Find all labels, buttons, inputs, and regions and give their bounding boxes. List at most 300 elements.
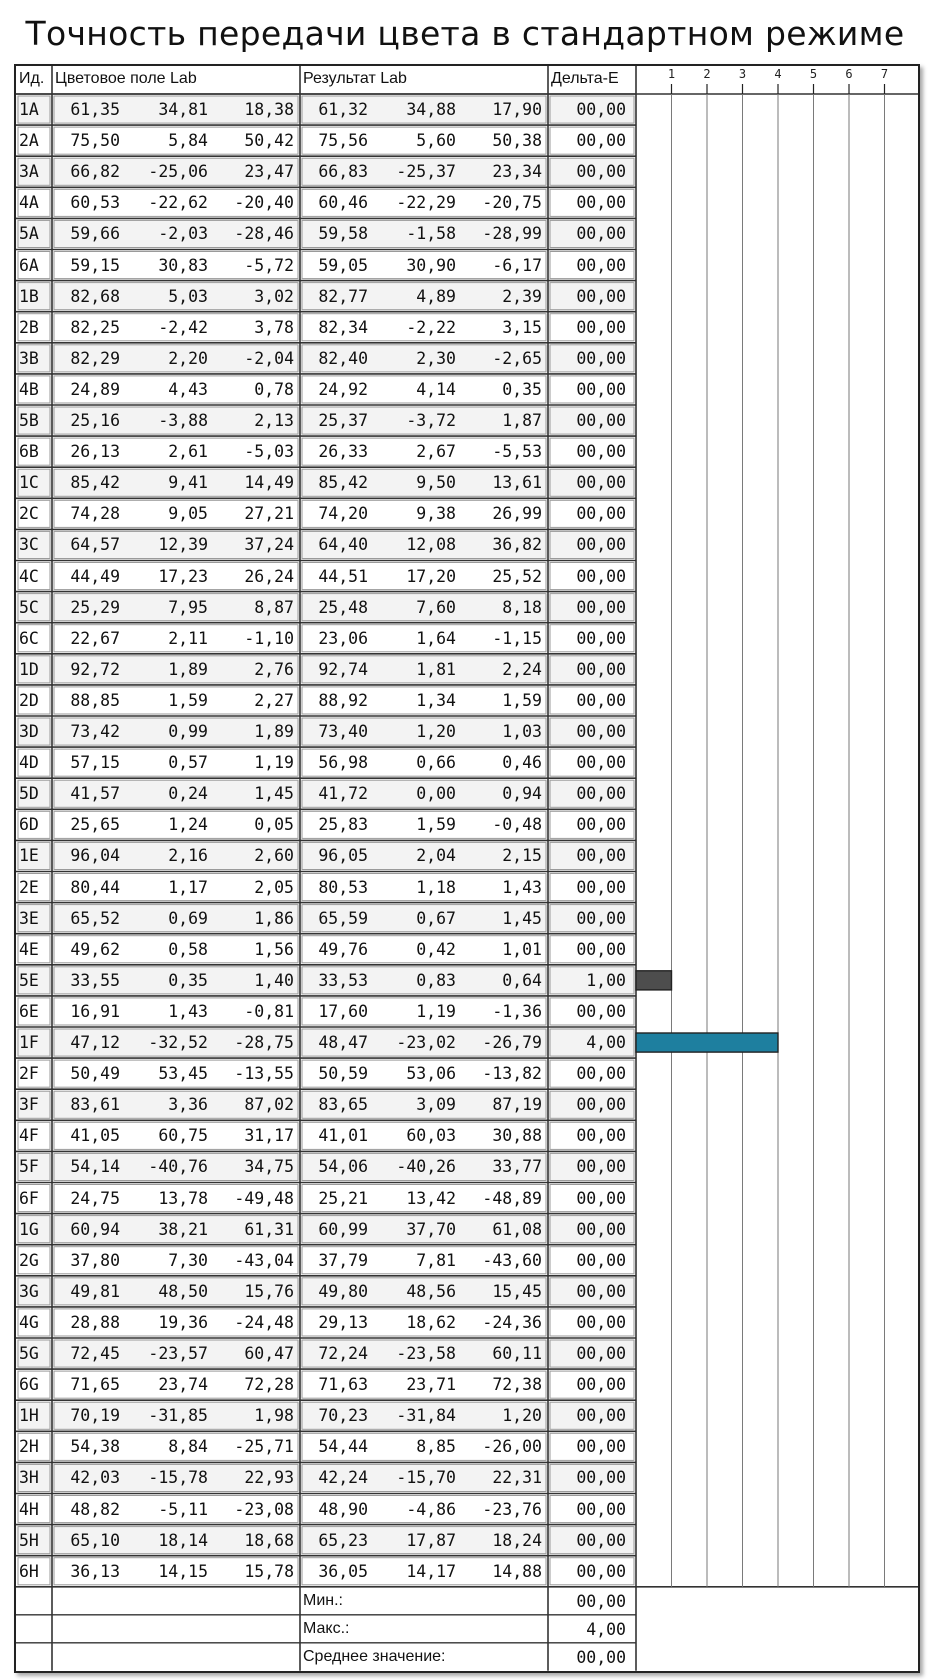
result-b-value: -26,00 <box>482 1437 542 1457</box>
patch-l-value: 49,62 <box>70 939 120 959</box>
patch-b-value: 18,68 <box>244 1530 294 1550</box>
patch-a-value: 1,24 <box>168 815 208 835</box>
result-l-value: 82,34 <box>318 317 368 337</box>
patch-l-value: 71,65 <box>70 1375 120 1395</box>
patch-a-value: 0,57 <box>168 753 208 773</box>
result-l-value: 74,20 <box>318 504 368 524</box>
result-b-value: 1,43 <box>502 877 542 897</box>
result-a-value: 4,89 <box>416 286 456 306</box>
row-id: 3E <box>19 908 39 928</box>
patch-l-value: 88,85 <box>70 690 120 710</box>
result-a-value: 53,06 <box>406 1064 456 1084</box>
delta-e-value: 00,00 <box>576 1499 626 1519</box>
patch-b-value: -13,55 <box>234 1064 294 1084</box>
patch-b-value: 0,05 <box>254 815 294 835</box>
patch-a-value: -2,42 <box>158 317 208 337</box>
patch-l-value: 61,35 <box>70 100 120 119</box>
result-a-value: 2,67 <box>416 442 456 462</box>
result-b-value: -1,36 <box>492 1001 542 1021</box>
result-a-value: 48,56 <box>406 1281 456 1301</box>
result-b-value: -28,99 <box>482 224 542 244</box>
result-l-value: 49,80 <box>318 1281 368 1301</box>
patch-a-value: 0,99 <box>168 722 208 741</box>
result-a-value: 23,71 <box>406 1375 456 1395</box>
row-id: 1D <box>19 659 39 679</box>
result-a-value: -23,58 <box>396 1344 456 1363</box>
patch-l-value: 49,81 <box>70 1281 120 1301</box>
patch-a-value: 1,89 <box>168 659 208 679</box>
result-l-value: 60,99 <box>318 1219 368 1239</box>
patch-l-value: 96,04 <box>70 846 120 866</box>
result-b-value: -20,75 <box>482 193 542 213</box>
result-a-value: 1,20 <box>416 722 456 741</box>
patch-b-value: 1,19 <box>254 753 294 773</box>
delta-e-value: 00,00 <box>576 131 626 151</box>
result-b-value: 8,18 <box>502 597 542 617</box>
delta-e-value: 00,00 <box>576 566 626 586</box>
row-id: 3H <box>19 1468 39 1488</box>
patch-a-value: 18,14 <box>158 1530 208 1550</box>
result-l-value: 80,53 <box>318 877 368 897</box>
delta-e-value: 00,00 <box>576 1344 626 1363</box>
result-b-value: 61,08 <box>492 1219 542 1239</box>
scale-tick-label: 5 <box>809 67 818 81</box>
patch-a-value: 2,61 <box>168 442 208 462</box>
delta-e-value: 1,00 <box>586 970 626 990</box>
patch-l-value: 54,14 <box>70 1157 120 1177</box>
result-a-value: 2,04 <box>416 846 456 866</box>
result-l-value: 96,05 <box>318 846 368 866</box>
patch-b-value: 0,78 <box>254 379 294 399</box>
patch-a-value: -5,11 <box>158 1499 208 1519</box>
patch-b-value: 31,17 <box>244 1126 294 1146</box>
patch-a-value: 0,24 <box>168 784 208 804</box>
result-b-value: -6,17 <box>492 255 542 275</box>
result-l-value: 36,05 <box>318 1561 368 1581</box>
result-a-value: 1,59 <box>416 815 456 835</box>
patch-l-value: 57,15 <box>70 753 120 773</box>
delta-e-value: 00,00 <box>576 815 626 835</box>
result-l-value: 88,92 <box>318 690 368 710</box>
result-b-value: 60,11 <box>492 1344 542 1363</box>
result-l-value: 65,23 <box>318 1530 368 1550</box>
patch-b-value: 23,47 <box>244 162 294 182</box>
result-a-value: 1,18 <box>416 877 456 897</box>
delta-e-value: 00,00 <box>576 597 626 617</box>
delta-e-value: 00,00 <box>576 877 626 897</box>
patch-l-value: 28,88 <box>70 1312 120 1332</box>
result-a-value: 13,42 <box>406 1188 456 1208</box>
result-b-value: 33,77 <box>492 1157 542 1177</box>
result-l-value: 48,47 <box>318 1033 368 1052</box>
patch-a-value: 9,05 <box>168 504 208 524</box>
delta-e-value: 00,00 <box>576 1064 626 1084</box>
row-id: 1E <box>19 846 39 866</box>
delta-e-value: 00,00 <box>576 1001 626 1021</box>
delta-e-value: 00,00 <box>576 224 626 244</box>
delta-e-value: 00,00 <box>576 286 626 306</box>
delta-e-value: 00,00 <box>576 535 626 555</box>
delta-e-value: 00,00 <box>576 1095 626 1115</box>
result-a-value: 30,90 <box>406 255 456 275</box>
patch-b-value: 37,24 <box>244 535 294 555</box>
scale-tick-label: 1 <box>667 67 676 81</box>
patch-a-value: 3,36 <box>168 1095 208 1115</box>
patch-a-value: 9,41 <box>168 473 208 493</box>
result-a-value: 0,42 <box>416 939 456 959</box>
patch-l-value: 16,91 <box>70 1001 120 1021</box>
patch-l-value: 47,12 <box>70 1033 120 1052</box>
patch-a-value: 1,59 <box>168 690 208 710</box>
patch-b-value: 1,45 <box>254 784 294 804</box>
result-a-value: 12,08 <box>406 535 456 555</box>
delta-e-bar <box>636 1033 778 1052</box>
patch-b-value: 2,13 <box>254 411 294 430</box>
patch-b-value: 3,02 <box>254 286 294 306</box>
row-id: 2C <box>19 504 39 524</box>
result-b-value: -43,60 <box>482 1250 542 1270</box>
delta-e-value: 00,00 <box>576 193 626 213</box>
patch-l-value: 64,57 <box>70 535 120 555</box>
patch-a-value: -22,62 <box>148 193 208 213</box>
result-a-value: -2,22 <box>406 317 456 337</box>
patch-l-value: 60,53 <box>70 193 120 213</box>
patch-a-value: 0,69 <box>168 908 208 928</box>
result-l-value: 61,32 <box>318 100 368 119</box>
patch-l-value: 82,29 <box>70 348 120 368</box>
row-id: 6B <box>19 442 39 462</box>
result-b-value: -26,79 <box>482 1033 542 1052</box>
row-id: 2A <box>19 131 39 151</box>
patch-b-value: -20,40 <box>234 193 294 213</box>
result-b-value: 1,03 <box>502 722 542 741</box>
delta-e-value: 00,00 <box>576 753 626 773</box>
result-b-value: -5,53 <box>492 442 542 462</box>
row-id: 6G <box>19 1375 39 1395</box>
row-id: 4G <box>19 1312 39 1332</box>
result-b-value: -24,36 <box>482 1312 542 1332</box>
result-a-value: 17,87 <box>406 1530 456 1550</box>
row-id: 6E <box>19 1001 39 1021</box>
patch-a-value: 1,17 <box>168 877 208 897</box>
row-id: 1C <box>19 473 39 493</box>
patch-a-value: -40,76 <box>148 1157 208 1177</box>
result-b-value: -23,76 <box>482 1499 542 1519</box>
patch-b-value: 1,98 <box>254 1406 294 1426</box>
row-id: 2G <box>19 1250 39 1270</box>
result-b-value: 1,45 <box>502 908 542 928</box>
result-l-value: 29,13 <box>318 1312 368 1332</box>
delta-e-value: 00,00 <box>576 1250 626 1270</box>
delta-e-value: 00,00 <box>576 379 626 399</box>
result-a-value: -15,70 <box>396 1468 456 1488</box>
patch-a-value: -25,06 <box>148 162 208 182</box>
delta-e-value: 00,00 <box>576 348 626 368</box>
patch-b-value: -49,48 <box>234 1188 294 1208</box>
result-l-value: 54,44 <box>318 1437 368 1457</box>
result-l-value: 25,48 <box>318 597 368 617</box>
patch-b-value: 14,49 <box>244 473 294 493</box>
row-id: 4H <box>19 1499 39 1519</box>
result-a-value: 7,60 <box>416 597 456 617</box>
summary-label: Макс.: <box>303 1619 350 1637</box>
result-l-value: 71,63 <box>318 1375 368 1395</box>
patch-l-value: 85,42 <box>70 473 120 493</box>
delta-e-value: 00,00 <box>576 1126 626 1146</box>
patch-l-value: 82,25 <box>70 317 120 337</box>
delta-e-value: 00,00 <box>576 908 626 928</box>
result-l-value: 50,59 <box>318 1064 368 1084</box>
result-l-value: 49,76 <box>318 939 368 959</box>
row-id: 3F <box>19 1095 39 1115</box>
patch-b-value: -28,46 <box>234 224 294 244</box>
color-accuracy-table <box>14 64 920 1673</box>
result-b-value: 23,34 <box>492 162 542 182</box>
result-a-value: -22,29 <box>396 193 456 213</box>
patch-a-value: 7,30 <box>168 1250 208 1270</box>
patch-l-value: 44,49 <box>70 566 120 586</box>
patch-b-value: -43,04 <box>234 1250 294 1270</box>
patch-a-value: 34,81 <box>158 100 208 119</box>
patch-a-value: 4,43 <box>168 379 208 399</box>
patch-b-value: -25,71 <box>234 1437 294 1457</box>
patch-l-value: 80,44 <box>70 877 120 897</box>
result-l-value: 17,60 <box>318 1001 368 1021</box>
result-l-value: 54,06 <box>318 1157 368 1177</box>
delta-e-value: 00,00 <box>576 1561 626 1581</box>
result-l-value: 23,06 <box>318 628 368 648</box>
row-id: 2B <box>19 317 39 337</box>
result-a-value: 3,09 <box>416 1095 456 1115</box>
result-b-value: 1,20 <box>502 1406 542 1426</box>
row-id: 4C <box>19 566 39 586</box>
patch-b-value: 2,27 <box>254 690 294 710</box>
patch-b-value: 27,21 <box>244 504 294 524</box>
summary-value: 00,00 <box>576 1591 626 1611</box>
patch-a-value: -23,57 <box>148 1344 208 1363</box>
result-l-value: 59,05 <box>318 255 368 275</box>
row-id: 6C <box>19 628 39 648</box>
patch-b-value: 3,78 <box>254 317 294 337</box>
delta-e-value: 00,00 <box>576 1375 626 1395</box>
result-a-value: 1,19 <box>416 1001 456 1021</box>
result-l-value: 25,83 <box>318 815 368 835</box>
result-a-value: 1,81 <box>416 659 456 679</box>
delta-e-value: 00,00 <box>576 659 626 679</box>
result-a-value: 14,17 <box>406 1561 456 1581</box>
result-l-value: 92,74 <box>318 659 368 679</box>
row-id: 5G <box>19 1344 39 1363</box>
result-l-value: 25,37 <box>318 411 368 430</box>
delta-e-value: 00,00 <box>576 846 626 866</box>
result-b-value: 87,19 <box>492 1095 542 1115</box>
result-a-value: 1,64 <box>416 628 456 648</box>
result-a-value: -1,58 <box>406 224 456 244</box>
row-id: 1B <box>19 286 39 306</box>
patch-b-value: -1,10 <box>244 628 294 648</box>
row-id: 1H <box>19 1406 39 1426</box>
patch-a-value: 38,21 <box>158 1219 208 1239</box>
patch-a-value: 1,43 <box>168 1001 208 1021</box>
result-l-value: 42,24 <box>318 1468 368 1488</box>
row-id: 4B <box>19 379 39 399</box>
result-b-value: 1,59 <box>502 690 542 710</box>
patch-l-value: 66,82 <box>70 162 120 182</box>
patch-a-value: 19,36 <box>158 1312 208 1332</box>
patch-l-value: 74,28 <box>70 504 120 524</box>
row-id: 5D <box>19 784 39 804</box>
patch-b-value: -2,04 <box>244 348 294 368</box>
delta-e-value: 00,00 <box>576 100 626 119</box>
patch-l-value: 25,16 <box>70 411 120 430</box>
patch-b-value: 15,76 <box>244 1281 294 1301</box>
result-a-value: 2,30 <box>416 348 456 368</box>
patch-l-value: 41,57 <box>70 784 120 804</box>
delta-e-value: 00,00 <box>576 1312 626 1332</box>
result-b-value: 1,87 <box>502 411 542 430</box>
row-id: 2D <box>19 690 39 710</box>
row-id: 5A <box>19 224 39 244</box>
row-id: 3B <box>19 348 39 368</box>
result-b-value: 50,38 <box>492 131 542 151</box>
result-b-value: 15,45 <box>492 1281 542 1301</box>
patch-b-value: 60,47 <box>244 1344 294 1363</box>
delta-e-value: 00,00 <box>576 473 626 493</box>
result-b-value: -0,48 <box>492 815 542 835</box>
row-id: 5B <box>19 411 39 430</box>
result-l-value: 56,98 <box>318 753 368 773</box>
patch-a-value: -2,03 <box>158 224 208 244</box>
patch-a-value: 12,39 <box>158 535 208 555</box>
result-b-value: 22,31 <box>492 1468 542 1488</box>
patch-l-value: 25,29 <box>70 597 120 617</box>
patch-b-value: 1,56 <box>254 939 294 959</box>
patch-b-value: 8,87 <box>254 597 294 617</box>
patch-b-value: -23,08 <box>234 1499 294 1519</box>
row-id: 5F <box>19 1157 39 1177</box>
patch-l-value: 24,89 <box>70 379 120 399</box>
delta-e-value: 00,00 <box>576 1188 626 1208</box>
patch-b-value: 1,89 <box>254 722 294 741</box>
result-a-value: 0,83 <box>416 970 456 990</box>
delta-e-value: 00,00 <box>576 722 626 741</box>
row-id: 2H <box>19 1437 39 1457</box>
patch-l-value: 26,13 <box>70 442 120 462</box>
summary-label: Среднее значение: <box>303 1647 446 1665</box>
patch-a-value: 7,95 <box>168 597 208 617</box>
delta-e-value: 00,00 <box>576 317 626 337</box>
result-a-value: -40,26 <box>396 1157 456 1177</box>
delta-e-value: 4,00 <box>586 1033 626 1052</box>
patch-l-value: 92,72 <box>70 659 120 679</box>
result-a-value: 18,62 <box>406 1312 456 1332</box>
patch-a-value: 23,74 <box>158 1375 208 1395</box>
delta-e-value: 00,00 <box>576 1157 626 1177</box>
delta-e-value: 00,00 <box>576 1530 626 1550</box>
row-id: 4D <box>19 753 39 773</box>
result-l-value: 37,79 <box>318 1250 368 1270</box>
patch-b-value: 61,31 <box>244 1219 294 1239</box>
patch-b-value: 1,86 <box>254 908 294 928</box>
result-l-value: 60,46 <box>318 193 368 213</box>
delta-e-value: 00,00 <box>576 255 626 275</box>
patch-l-value: 24,75 <box>70 1188 120 1208</box>
result-l-value: 73,40 <box>318 722 368 741</box>
patch-a-value: 17,23 <box>158 566 208 586</box>
result-l-value: 59,58 <box>318 224 368 244</box>
patch-a-value: -32,52 <box>148 1033 208 1052</box>
result-b-value: 2,15 <box>502 846 542 866</box>
patch-b-value: 1,40 <box>254 970 294 990</box>
patch-l-value: 37,80 <box>70 1250 120 1270</box>
row-id: 4F <box>19 1126 39 1146</box>
delta-e-value: 00,00 <box>576 504 626 524</box>
delta-e-value: 00,00 <box>576 442 626 462</box>
result-l-value: 85,42 <box>318 473 368 493</box>
patch-l-value: 75,50 <box>70 131 120 151</box>
row-id: 1A <box>19 100 39 119</box>
result-b-value: -13,82 <box>482 1064 542 1084</box>
summary-value: 4,00 <box>586 1619 626 1639</box>
patch-l-value: 65,52 <box>70 908 120 928</box>
result-a-value: -25,37 <box>396 162 456 182</box>
header-result-lab: Результат Lab <box>303 70 407 87</box>
result-a-value: 60,03 <box>406 1126 456 1146</box>
patch-b-value: 2,05 <box>254 877 294 897</box>
delta-e-value: 00,00 <box>576 1219 626 1239</box>
result-b-value: -2,65 <box>492 348 542 368</box>
result-l-value: 48,90 <box>318 1499 368 1519</box>
patch-b-value: 2,60 <box>254 846 294 866</box>
table-grid <box>16 66 918 1671</box>
result-a-value: 17,20 <box>406 566 456 586</box>
result-b-value: -48,89 <box>482 1188 542 1208</box>
summary-label: Мин.: <box>303 1591 343 1609</box>
header-patch-lab: Цветовое поле Lab <box>55 70 197 87</box>
result-b-value: 2,24 <box>502 659 542 679</box>
result-b-value: 36,82 <box>492 535 542 555</box>
row-id: 4E <box>19 939 39 959</box>
row-id: 6H <box>19 1561 39 1581</box>
result-b-value: 3,15 <box>502 317 542 337</box>
result-a-value: 0,00 <box>416 784 456 804</box>
scale-tick-label: 7 <box>880 67 889 81</box>
result-a-value: 9,38 <box>416 504 456 524</box>
patch-l-value: 41,05 <box>70 1126 120 1146</box>
result-l-value: 41,72 <box>318 784 368 804</box>
result-l-value: 72,24 <box>318 1344 368 1363</box>
result-l-value: 44,51 <box>318 566 368 586</box>
patch-b-value: -0,81 <box>244 1001 294 1021</box>
result-l-value: 25,21 <box>318 1188 368 1208</box>
patch-a-value: 14,15 <box>158 1561 208 1581</box>
result-a-value: -23,02 <box>396 1033 456 1052</box>
delta-e-value: 00,00 <box>576 1406 626 1426</box>
result-a-value: 1,34 <box>416 690 456 710</box>
result-b-value: 0,46 <box>502 753 542 773</box>
result-l-value: 66,83 <box>318 162 368 182</box>
result-l-value: 83,65 <box>318 1095 368 1115</box>
patch-b-value: -5,72 <box>244 255 294 275</box>
patch-a-value: 5,84 <box>168 131 208 151</box>
patch-b-value: 18,38 <box>244 100 294 119</box>
result-b-value: 0,64 <box>502 970 542 990</box>
result-l-value: 65,59 <box>318 908 368 928</box>
row-id: 1F <box>19 1033 39 1052</box>
patch-l-value: 48,82 <box>70 1499 120 1519</box>
result-l-value: 33,53 <box>318 970 368 990</box>
row-id: 6F <box>19 1188 39 1208</box>
